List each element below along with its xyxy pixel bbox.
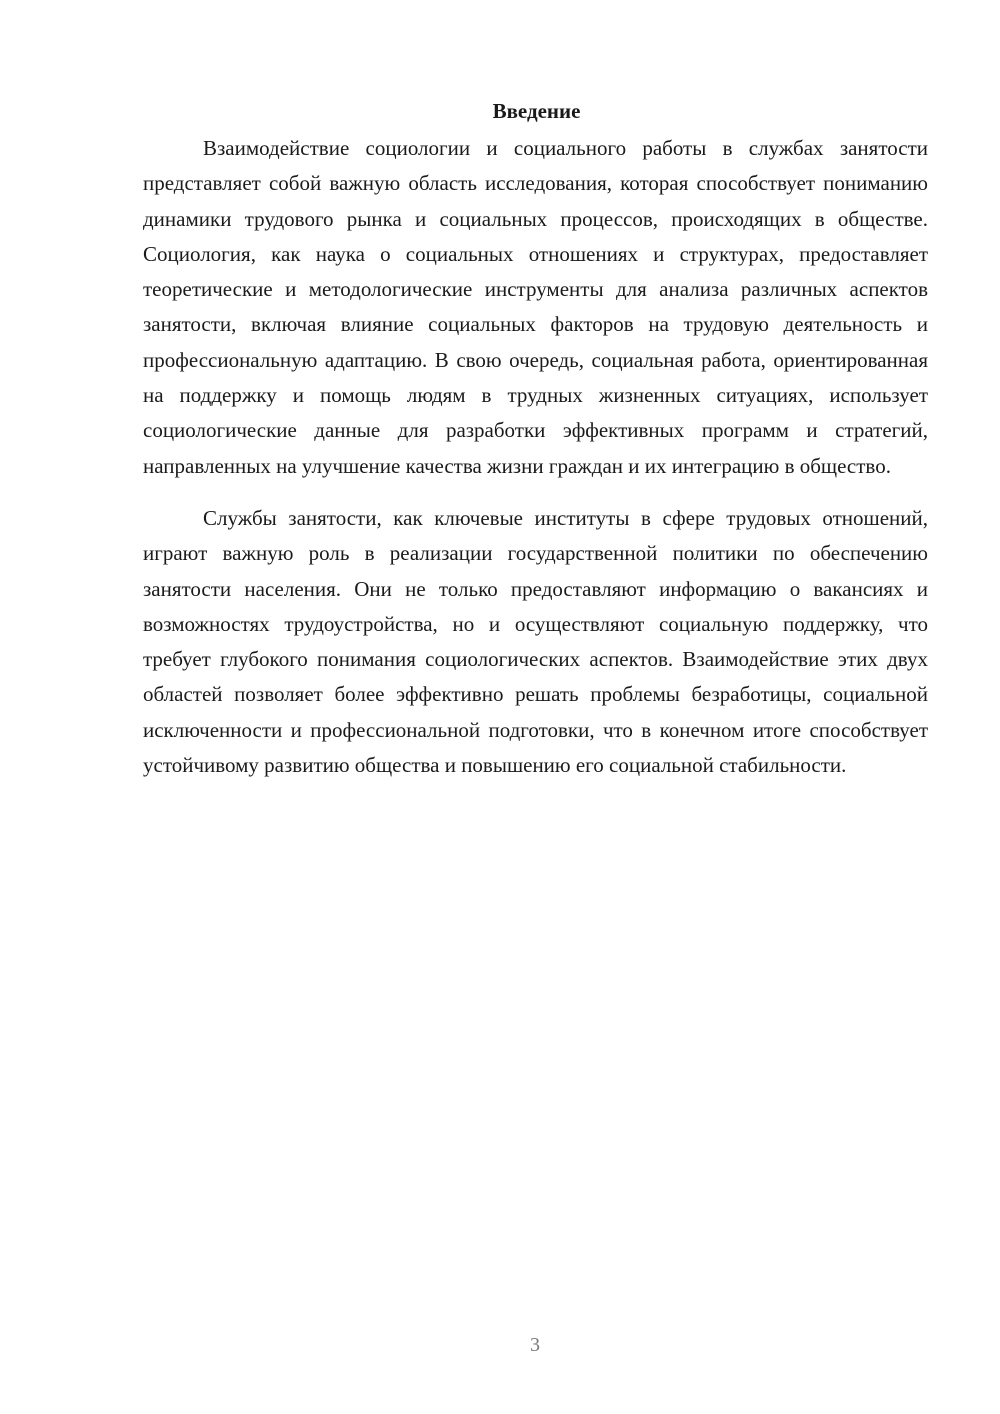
page-number: 3 (530, 1334, 540, 1356)
paragraph-1: Взаимодействие социологии и социального работы в службах занятости представляет собой важную область исследования, которая способствует пониманию динамики трудового рынка и социальных процессов, происходящих в обществе. Социология, как наука о социальных отношениях и структурах, предоставляет теоретические и методологические инструменты для анализа различных аспектов занятости, включая влияние социальных факторов на трудовую деятельность и профессиональную адаптацию. В свою очередь, социальная работа, ориентированная на поддержку и помощь людям в трудных жизненных ситуациях, использует социологические данные для разработки эффективных программ и стратегий, направленных на улучшение качества жизни граждан и их интеграцию в общество. (143, 136, 928, 478)
paragraph-2: Службы занятости, как ключевые институты в сфере трудовых отношений, играют важную роль в реализации государственной политики по обеспечению занятости населения. Они не только предоставляют информацию о вакансиях и возможностях трудоустройства, но и осуществляют социальную поддержку, что требует глубокого понимания социологических аспектов. Взаимодействие этих двух областей позволяет более эффективно решать проблемы безработицы, социальной исключенности и профессиональной подготовки, что в конечном итоге способствует устойчивому развитию общества и повышению его социальной стабильности. (143, 505, 928, 778)
section-title: Введение (492, 99, 581, 123)
page-content (143, 96, 928, 783)
